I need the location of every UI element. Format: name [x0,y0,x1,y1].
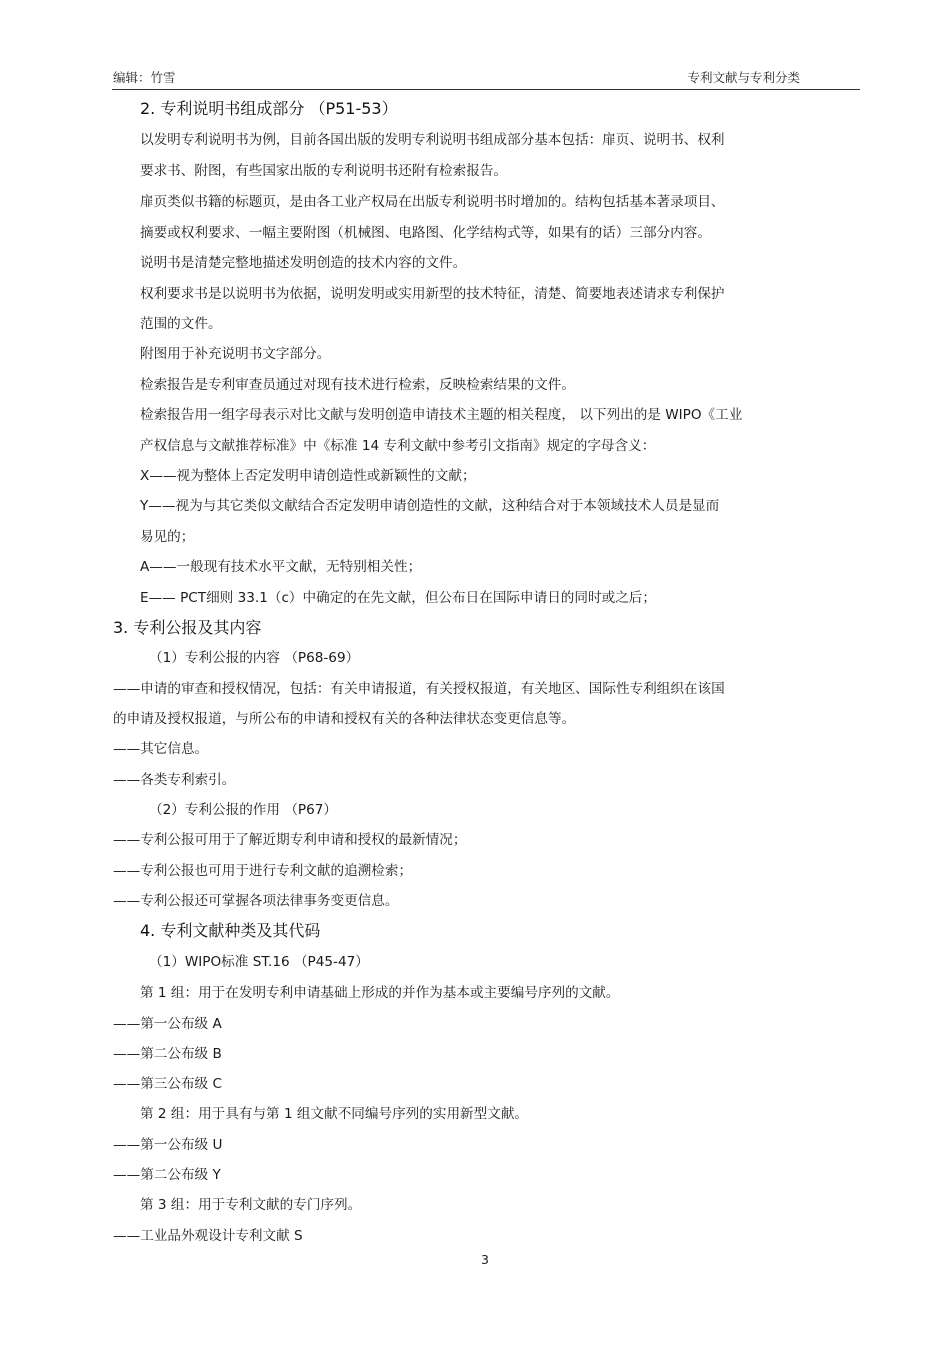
paragraph-line: 以发明专利说明书为例，目前各国出版的发明专利说明书组成部分基本包括：扉页、说明书、权利 [140,132,725,148]
paragraph-line: 要求书、附图，有些国家出版的专利说明书还附有检索报告。 [140,163,508,179]
list-item: ——第一公布级 A [113,1016,222,1032]
header-editor: 编辑：竹雪 [113,70,176,85]
paragraph-line: 第 2 组：用于具有与第 1 组文献不同编号序列的实用新型文献。 [140,1106,529,1122]
list-item: ——第二公布级 Y [113,1167,221,1183]
list-item: Y——视为与其它类似文献结合否定发明申请创造性的文献，这种结合对于本领域技术人员是显而 [140,498,720,514]
paragraph-line: 范围的文件。 [140,316,222,332]
paragraph-line: 检索报告是专利审查员通过对现有技术进行检索，反映检索结果的文件。 [140,377,575,393]
paragraph-line: 第 3 组：用于专利文献的专门序列。 [140,1197,362,1213]
list-item: ——专利公报还可掌握各项法律事务变更信息。 [113,893,399,909]
list-item: ——申请的审查和授权情况，包括：有关申请报道，有关授权报道，有关地区、国际性专利组织在该国 [113,681,725,697]
list-item: ——第二公布级 B [113,1046,222,1062]
list-item: E—— PCT细则 33.1（c）中确定的在先文献，但公布日在国际申请日的同时或之后； [140,590,656,606]
paragraph-line: 第 1 组：用于在发明专利申请基础上形成的并作为基本或主要编号序列的文献。 [140,985,620,1001]
heading-section-2: 2. 专利说明书组成部分 （P51-53） [140,99,398,118]
list-item: ——第三公布级 C [113,1076,222,1092]
list-item: ——各类专利索引。 [113,772,236,788]
list-item: X——视为整体上否定发明申请创造性或新颖性的文献； [140,468,476,484]
paragraph-line: 附图用于补充说明书文字部分。 [140,346,331,362]
list-item: 易见的； [140,529,195,545]
paragraph-line: 权利要求书是以说明书为依据，说明发明或实用新型的技术特征，清楚、简要地表述请求专利保护 [140,286,725,302]
list-item: ——其它信息。 [113,741,209,757]
page-number: 3 [481,1252,489,1267]
header-divider [112,89,860,90]
subheading: （1）专利公报的内容 （P68-69） [149,650,360,666]
list-item: ——专利公报可用于了解近期专利申请和授权的最新情况； [113,832,467,848]
paragraph-line: 扉页类似书籍的标题页，是由各工业产权局在出版专利说明书时增加的。结构包括基本著录项目、 [140,194,725,210]
subheading: （2）专利公报的作用 （P67） [149,802,337,818]
list-item: A——一般现有技术水平文献，无特别相关性； [140,559,422,575]
heading-section-4: 4. 专利文献种类及其代码 [140,921,321,940]
paragraph-line: 检索报告用一组字母表示对比文献与发明创造申请技术主题的相关程度， 以下列出的是 WIPO《工业 [140,407,743,423]
paragraph-line: 的申请及授权报道，与所公布的申请和授权有关的各种法律状态变更信息等。 [113,711,576,727]
paragraph-line: 说明书是清楚完整地描述发明创造的技术内容的文件。 [140,255,467,271]
subheading: （1）WIPO标准 ST.16 （P45-47） [149,954,369,970]
paragraph-line: 产权信息与文献推荐标准》中《标准 14 专利文献中参考引文指南》规定的字母含义： [140,438,656,454]
list-item: ——第一公布级 U [113,1137,223,1153]
list-item: ——工业品外观设计专利文献 S [113,1228,303,1244]
heading-section-3: 3. 专利公报及其内容 [113,618,262,637]
paragraph-line: 摘要或权利要求、一幅主要附图（机械图、电路图、化学结构式等，如果有的话）三部分内容。 [140,225,711,241]
header-title: 专利文献与专利分类 [687,70,800,85]
list-item: ——专利公报也可用于进行专利文献的追溯检索； [113,863,413,879]
